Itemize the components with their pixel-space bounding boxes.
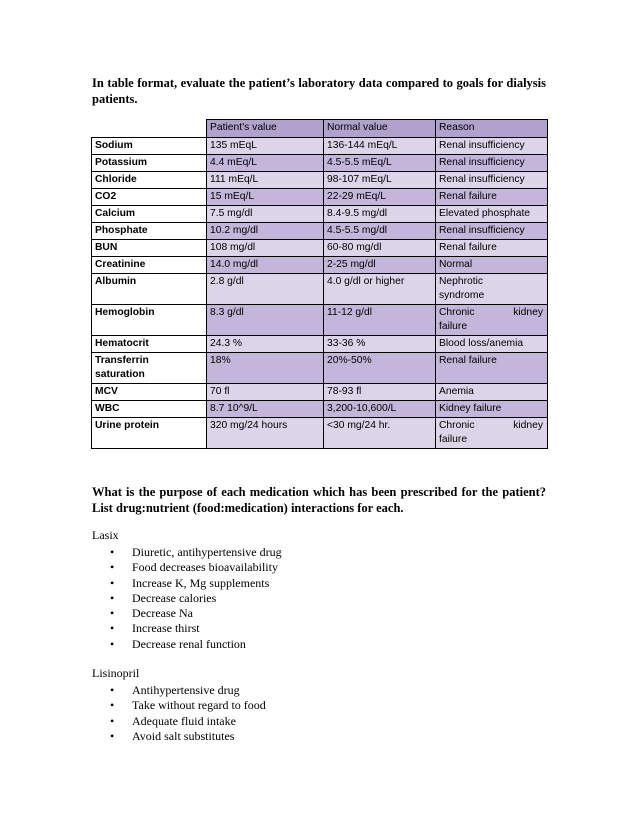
reason: Renal insufficiency xyxy=(436,138,548,155)
patient-value: 7.5 mg/dl xyxy=(207,206,324,223)
patient-value: 135 mEqL xyxy=(207,138,324,155)
header-patient-value: Patient’s value xyxy=(207,120,324,138)
list-item xyxy=(110,637,282,652)
bullet-icon: • xyxy=(110,606,115,621)
normal-value: 8.4-9.5 mg/dl xyxy=(324,206,436,223)
normal-value: 4.5-5.5 mg/dl xyxy=(324,223,436,240)
reason: Renal failure xyxy=(436,353,548,384)
list-item xyxy=(110,621,282,636)
medication-name-lisinopril: Lisinopril xyxy=(92,666,140,680)
bullet-icon: • xyxy=(110,728,115,743)
normal-value: 11-12 g/dl xyxy=(324,305,436,336)
lab-name xyxy=(92,353,207,384)
normal-value: 22-29 mEq/L xyxy=(324,189,436,206)
lasix-bullet-list xyxy=(110,545,282,652)
table-row xyxy=(92,189,548,206)
patient-value: 111 mEq/L xyxy=(207,172,324,189)
bullet-icon: • xyxy=(110,545,115,559)
bullet-icon: • xyxy=(110,560,115,575)
lab-name: WBC xyxy=(92,401,207,418)
lab-name: Albumin xyxy=(92,274,207,305)
list-item-text: Diuretic, antihypertensive drug xyxy=(132,545,282,559)
list-item xyxy=(110,545,282,560)
list-item-text: Take without regard to food xyxy=(132,698,266,713)
lab-name-line: saturation xyxy=(95,369,145,380)
reason-line: Nephrotic xyxy=(439,276,484,287)
table-row xyxy=(92,305,548,336)
normal-value: <30 mg/24 hr. xyxy=(324,418,436,449)
patient-value: 24.3 % xyxy=(207,336,324,353)
reason: Kidney failure xyxy=(436,401,548,418)
lab-name: MCV xyxy=(92,384,207,401)
reason: Elevated phosphate xyxy=(436,206,548,223)
reason: Renal insufficiency xyxy=(436,172,548,189)
patient-value: 14.0 mg/dl xyxy=(207,257,324,274)
reason: Renal insufficiency xyxy=(436,223,548,240)
patient-value: 320 mg/24 hours xyxy=(207,418,324,449)
medication-name-lasix: Lasix xyxy=(92,528,119,542)
list-item-text: Decrease Na xyxy=(132,606,193,621)
patient-value: 15 mEq/L xyxy=(207,189,324,206)
lab-name: Chloride xyxy=(92,172,207,189)
lab-data-table xyxy=(91,119,548,449)
list-item-text: Antihypertensive drug xyxy=(132,683,240,697)
lab-name: Creatinine xyxy=(92,257,207,274)
patient-value: 18% xyxy=(207,353,324,384)
list-item xyxy=(110,606,282,621)
reason: Renal failure xyxy=(436,240,548,257)
list-item xyxy=(110,560,282,575)
reason-line: failure xyxy=(439,321,468,332)
reason xyxy=(436,418,548,449)
normal-value: 60-80 mg/dl xyxy=(324,240,436,257)
bullet-icon: • xyxy=(110,683,115,697)
reason: Anemia xyxy=(436,384,548,401)
list-item-text: Decrease calories xyxy=(132,590,217,605)
reason-line: failure xyxy=(439,434,468,445)
reason xyxy=(436,305,548,336)
list-item xyxy=(110,714,266,729)
normal-value: 136-144 mEq/L xyxy=(324,138,436,155)
header-normal-value: Normal value xyxy=(324,120,436,138)
lab-name: Urine protein xyxy=(92,418,207,449)
normal-value: 98-107 mEq/L xyxy=(324,172,436,189)
normal-value: 33-36 % xyxy=(324,336,436,353)
list-item-text: Increase thirst xyxy=(132,621,200,636)
bullet-icon: • xyxy=(110,698,115,713)
table-row xyxy=(92,240,548,257)
normal-value: 3,200-10,600/L xyxy=(324,401,436,418)
reason: Renal insufficiency xyxy=(436,155,548,172)
table-row xyxy=(92,401,548,418)
list-item-text: Adequate fluid intake xyxy=(132,713,236,728)
list-item xyxy=(110,698,266,713)
bullet-icon: • xyxy=(110,713,115,728)
list-item-text: Food decreases bioavailability xyxy=(132,560,278,575)
question-lab-data: In table format, evaluate the patient’s laboratory data compared to goals for dialysis patients. xyxy=(92,76,546,106)
lab-name: BUN xyxy=(92,240,207,257)
table-row xyxy=(92,138,548,155)
lab-name: Hematocrit xyxy=(92,336,207,353)
lab-name-line: Transferrin xyxy=(95,355,149,366)
table-row xyxy=(92,172,548,189)
reason-line: Chronic kidney xyxy=(439,307,543,318)
lab-name: CO2 xyxy=(92,189,207,206)
lab-name: Hemoglobin xyxy=(92,305,207,336)
table-row xyxy=(92,336,548,353)
question-medications: What is the purpose of each medication which has been prescribed for the patient? List drug:nutrient (food:medication) interactions for each. xyxy=(92,485,546,515)
reason-line: Chronic kidney xyxy=(439,420,543,431)
header-reason: Reason xyxy=(436,120,548,138)
reason: Renal failure xyxy=(436,189,548,206)
bullet-icon: • xyxy=(110,590,115,605)
patient-value: 4.4 mEq/L xyxy=(207,155,324,172)
normal-value: 2-25 mg/dl xyxy=(324,257,436,274)
table-row xyxy=(92,223,548,240)
header-blank-cell xyxy=(92,120,207,138)
list-item xyxy=(110,576,282,591)
bullet-icon: • xyxy=(110,575,115,590)
table-row xyxy=(92,257,548,274)
normal-value: 4.0 g/dl or higher xyxy=(324,274,436,305)
bullet-icon: • xyxy=(110,621,115,636)
table-row xyxy=(92,418,548,449)
bullet-icon: • xyxy=(110,636,115,651)
list-item-text: Avoid salt substitutes xyxy=(132,728,235,743)
patient-value: 2.8 g/dl xyxy=(207,274,324,305)
patient-value: 8.3 g/dl xyxy=(207,305,324,336)
list-item xyxy=(110,729,266,744)
lab-name: Sodium xyxy=(92,138,207,155)
normal-value: 20%-50% xyxy=(324,353,436,384)
normal-value: 78-93 fl xyxy=(324,384,436,401)
table-row xyxy=(92,274,548,305)
reason: Normal xyxy=(436,257,548,274)
reason-line: syndrome xyxy=(439,290,485,301)
lab-name: Calcium xyxy=(92,206,207,223)
table-row xyxy=(92,206,548,223)
reason: Blood loss/anemia xyxy=(436,336,548,353)
lisinopril-bullet-list xyxy=(110,683,266,744)
patient-value: 10.2 mg/dl xyxy=(207,223,324,240)
list-item xyxy=(110,683,266,698)
patient-value: 70 fl xyxy=(207,384,324,401)
table-header-row xyxy=(92,120,548,138)
patient-value: 8.7 10^9/L xyxy=(207,401,324,418)
table-row xyxy=(92,155,548,172)
patient-value: 108 mg/dl xyxy=(207,240,324,257)
normal-value: 4.5-5.5 mEq/L xyxy=(324,155,436,172)
list-item xyxy=(110,591,282,606)
lab-name: Phosphate xyxy=(92,223,207,240)
list-item-text: Increase K, Mg supplements xyxy=(132,575,270,590)
table-row xyxy=(92,353,548,384)
reason xyxy=(436,274,548,305)
lab-name: Potassium xyxy=(92,155,207,172)
list-item-text: Decrease renal function xyxy=(132,636,246,651)
table-row xyxy=(92,384,548,401)
